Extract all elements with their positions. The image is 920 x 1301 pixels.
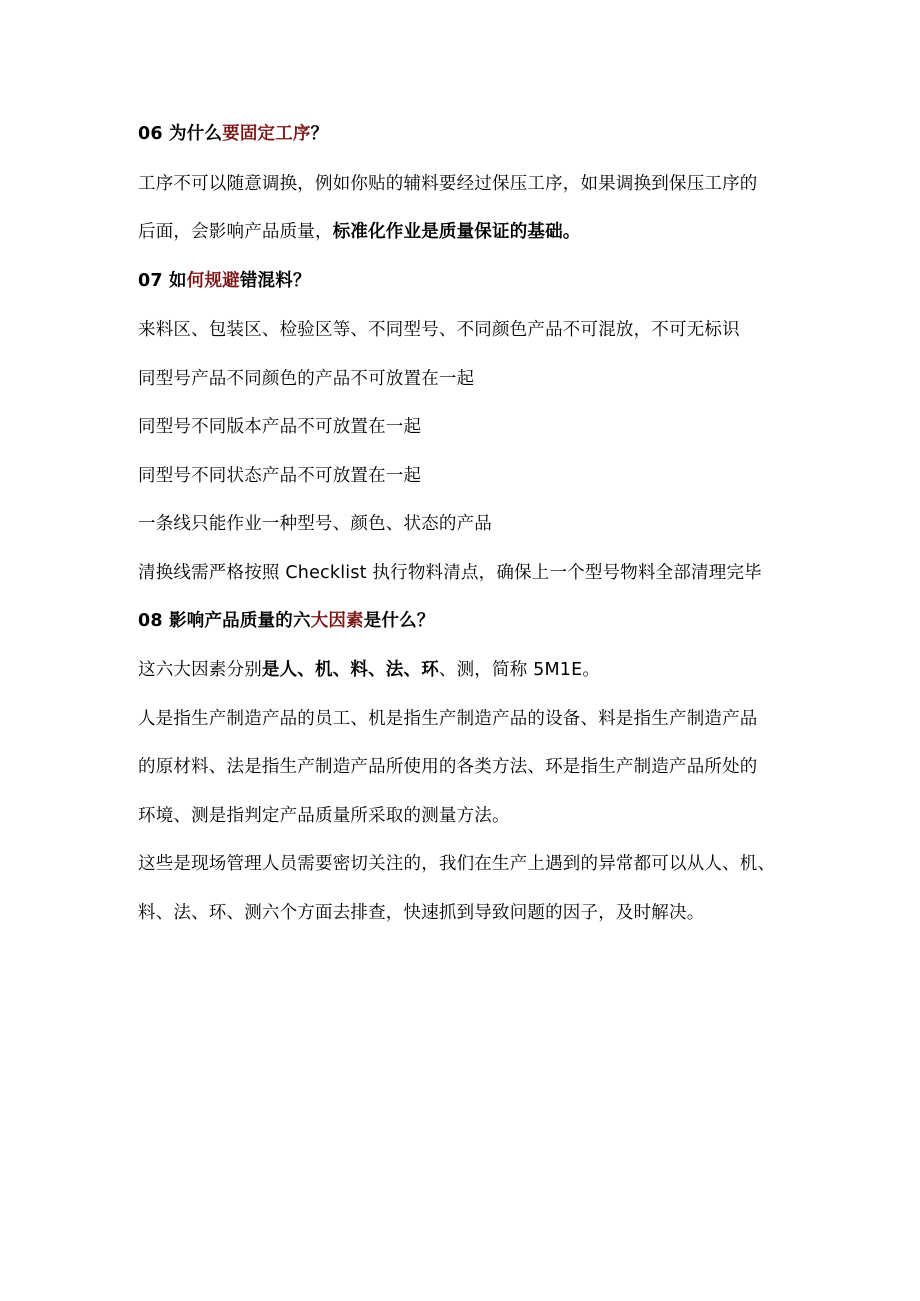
heading-text: 为什么 [169, 124, 223, 144]
intro-bold-text: 是人、机、料、法、环 [261, 660, 439, 680]
paragraph-line: 的原材料、法是指生产制造产品所使用的各类方法、环是指生产制造产品所处的 [138, 757, 758, 777]
heading-suffix: ？ [310, 124, 329, 144]
intro-text: 这六大因素分别 [138, 660, 262, 680]
paragraph-text: 后面，会影响产品质量， [138, 222, 333, 242]
heading-q08 [138, 608, 798, 634]
intro-line [138, 657, 798, 683]
paragraph-line: 人是指生产制造产品的员工、机是指生产制造产品的设备、料是指生产制造产品 [138, 709, 758, 729]
heading-number: 08 [138, 611, 170, 631]
paragraph-bold-text: 标准化作业是质量保证的基础。 [332, 222, 581, 242]
heading-highlight: 何规避 [186, 271, 240, 291]
heading-highlight: 要固定工序 [222, 124, 311, 144]
heading-number: 07 [138, 271, 170, 291]
paragraph-line [138, 219, 798, 245]
heading-q06 [138, 121, 798, 147]
paragraph-line: 环境、测是指判定产品质量所采取的测量方法。 [138, 806, 510, 826]
heading-q07 [138, 268, 798, 294]
list-line: 同型号不同版本产品不可放置在一起 [138, 417, 422, 437]
paragraph-line: 这些是现场管理人员需要密切关注的，我们在生产上遇到的异常都可以从人、机、 [138, 854, 776, 874]
heading-highlight: 大因素 [310, 611, 364, 631]
intro-suffix: 、测，简称 5M1E。 [438, 660, 601, 680]
heading-suffix: 是什么？ [363, 611, 435, 631]
list-line: 清换线需严格按照 Checklist 执行物料清点，确保上一个型号物料全部清理完毕 [138, 563, 762, 583]
heading-text: 如 [169, 271, 187, 291]
paragraph-line: 工序不可以随意调换，例如你贴的辅料要经过保压工序，如果调换到保压工序的 [138, 174, 758, 194]
list-line: 一条线只能作业一种型号、颜色、状态的产品 [138, 514, 492, 534]
heading-suffix: 错混料？ [239, 271, 311, 291]
list-line: 同型号产品不同颜色的产品不可放置在一起 [138, 369, 475, 389]
list-line: 来料区、包装区、检验区等、不同型号、不同颜色产品不可混放，不可无标识 [138, 320, 740, 340]
list-line: 同型号不同状态产品不可放置在一起 [138, 466, 422, 486]
heading-text: 影响产品质量的六 [169, 611, 311, 631]
paragraph-line: 料、法、环、测六个方面去排查，快速抓到导致问题的因子，及时解决。 [138, 903, 705, 923]
heading-number: 06 [138, 124, 170, 144]
